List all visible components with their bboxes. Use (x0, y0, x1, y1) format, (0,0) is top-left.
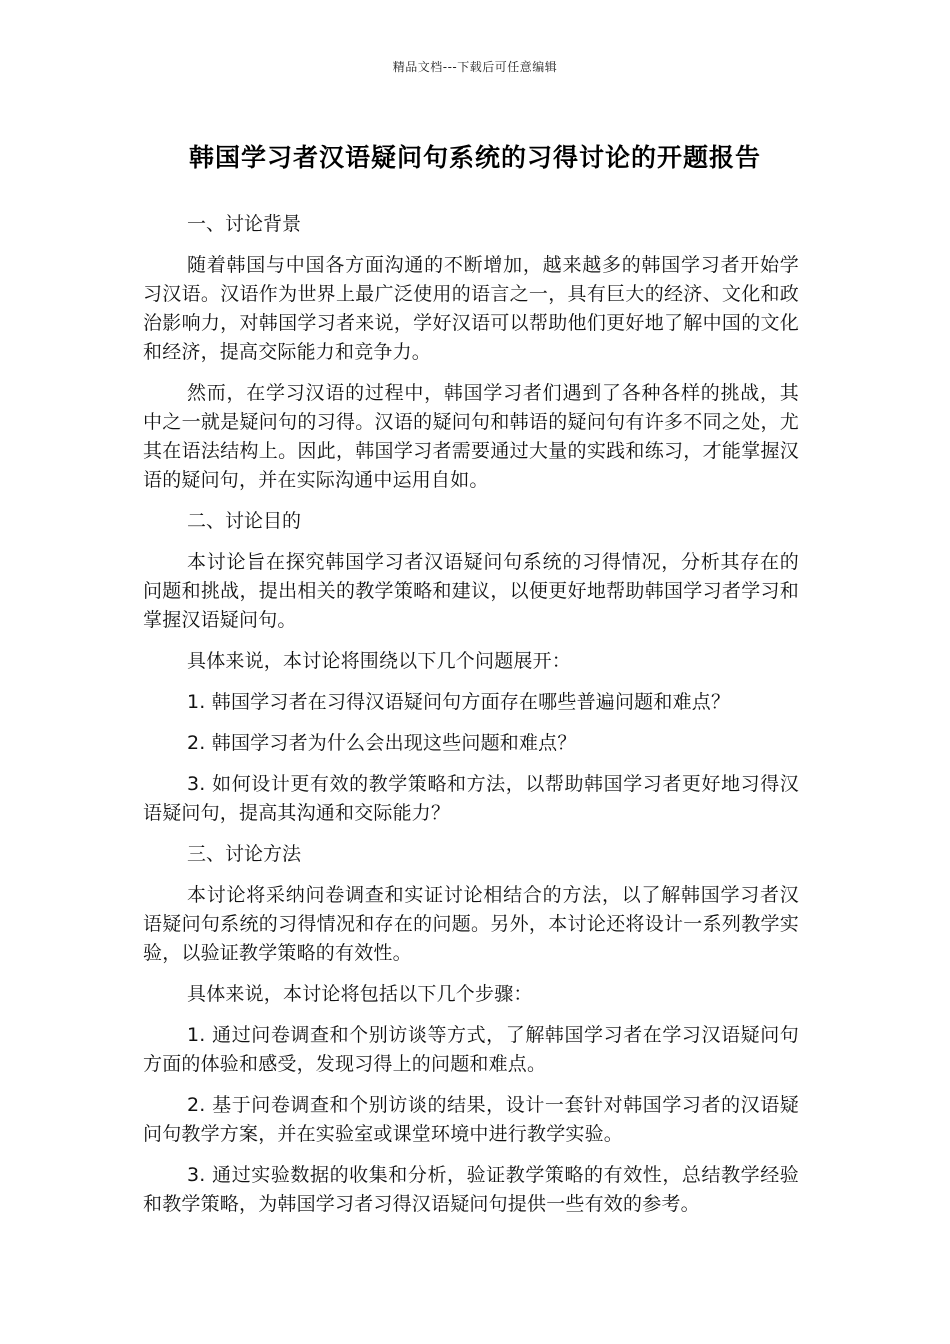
list-item: 3. 通过实验数据的收集和分析，验证教学策略的有效性，总结教学经验和教学策略，为韩国学习者习得汉语疑问句提供一些有效的参考。 (143, 1164, 799, 1215)
paragraph: 本讨论将采纳问卷调查和实证讨论相结合的方法，以了解韩国学习者汉语疑问句系统的习得情况和存在的问题。另外，本讨论还将设计一系列教学实验，以验证教学策略的有效性。 (143, 884, 799, 964)
list-item: 2. 韩国学习者为什么会出现这些问题和难点？ (187, 732, 577, 754)
list-item: 1. 韩国学习者在习得汉语疑问句方面存在哪些普遍问题和难点？ (187, 691, 731, 713)
header-note: 精品文档---下载后可任意编辑 (392, 60, 558, 74)
paragraph: 本讨论旨在探究韩国学习者汉语疑问句系统的习得情况，分析其存在的问题和挑战，提出相关的教学策略和建议，以便更好地帮助韩国学习者学习和掌握汉语疑问句。 (143, 551, 799, 631)
document-body (143, 210, 799, 1231)
list-item: 3. 如何设计更有效的教学策略和方法，以帮助韩国学习者更好地习得汉语疑问句，提高其沟通和交际能力？ (143, 773, 799, 824)
section-heading-purpose: 二、讨论目的 (187, 510, 302, 532)
section-heading-background: 一、讨论背景 (187, 213, 302, 235)
paragraph: 然而，在学习汉语的过程中，韩国学习者们遇到了各种各样的挑战，其中之一就是疑问句的习得。汉语的疑问句和韩语的疑问句有许多不同之处，尤其在语法结构上。因此，韩国学习者需要通过大量的实践和练习，才能掌握汉语的疑问句，并在实际沟通中运用自如。 (143, 382, 799, 491)
document-title: 韩国学习者汉语疑问句系统的习得讨论的开题报告 (188, 143, 761, 172)
list-item: 2. 基于问卷调查和个别访谈的结果，设计一套针对韩国学习者的汉语疑问句教学方案，并在实验室或课堂环境中进行教学实验。 (143, 1094, 799, 1145)
paragraph: 具体来说，本讨论将围绕以下几个问题展开： (187, 650, 572, 672)
paragraph: 具体来说，本讨论将包括以下几个步骤： (187, 983, 533, 1005)
list-item: 1. 通过问卷调查和个别访谈等方式，了解韩国学习者在学习汉语疑问句方面的体验和感受，发现习得上的问题和难点。 (143, 1024, 799, 1075)
section-heading-method: 三、讨论方法 (187, 843, 302, 865)
paragraph: 随着韩国与中国各方面沟通的不断增加，越来越多的韩国学习者开始学习汉语。汉语作为世界上最广泛使用的语言之一，具有巨大的经济、文化和政治影响力，对韩国学习者来说，学好汉语可以帮助他们更好地了解中国的文化和经济，提高交际能力和竞争力。 (143, 254, 799, 363)
